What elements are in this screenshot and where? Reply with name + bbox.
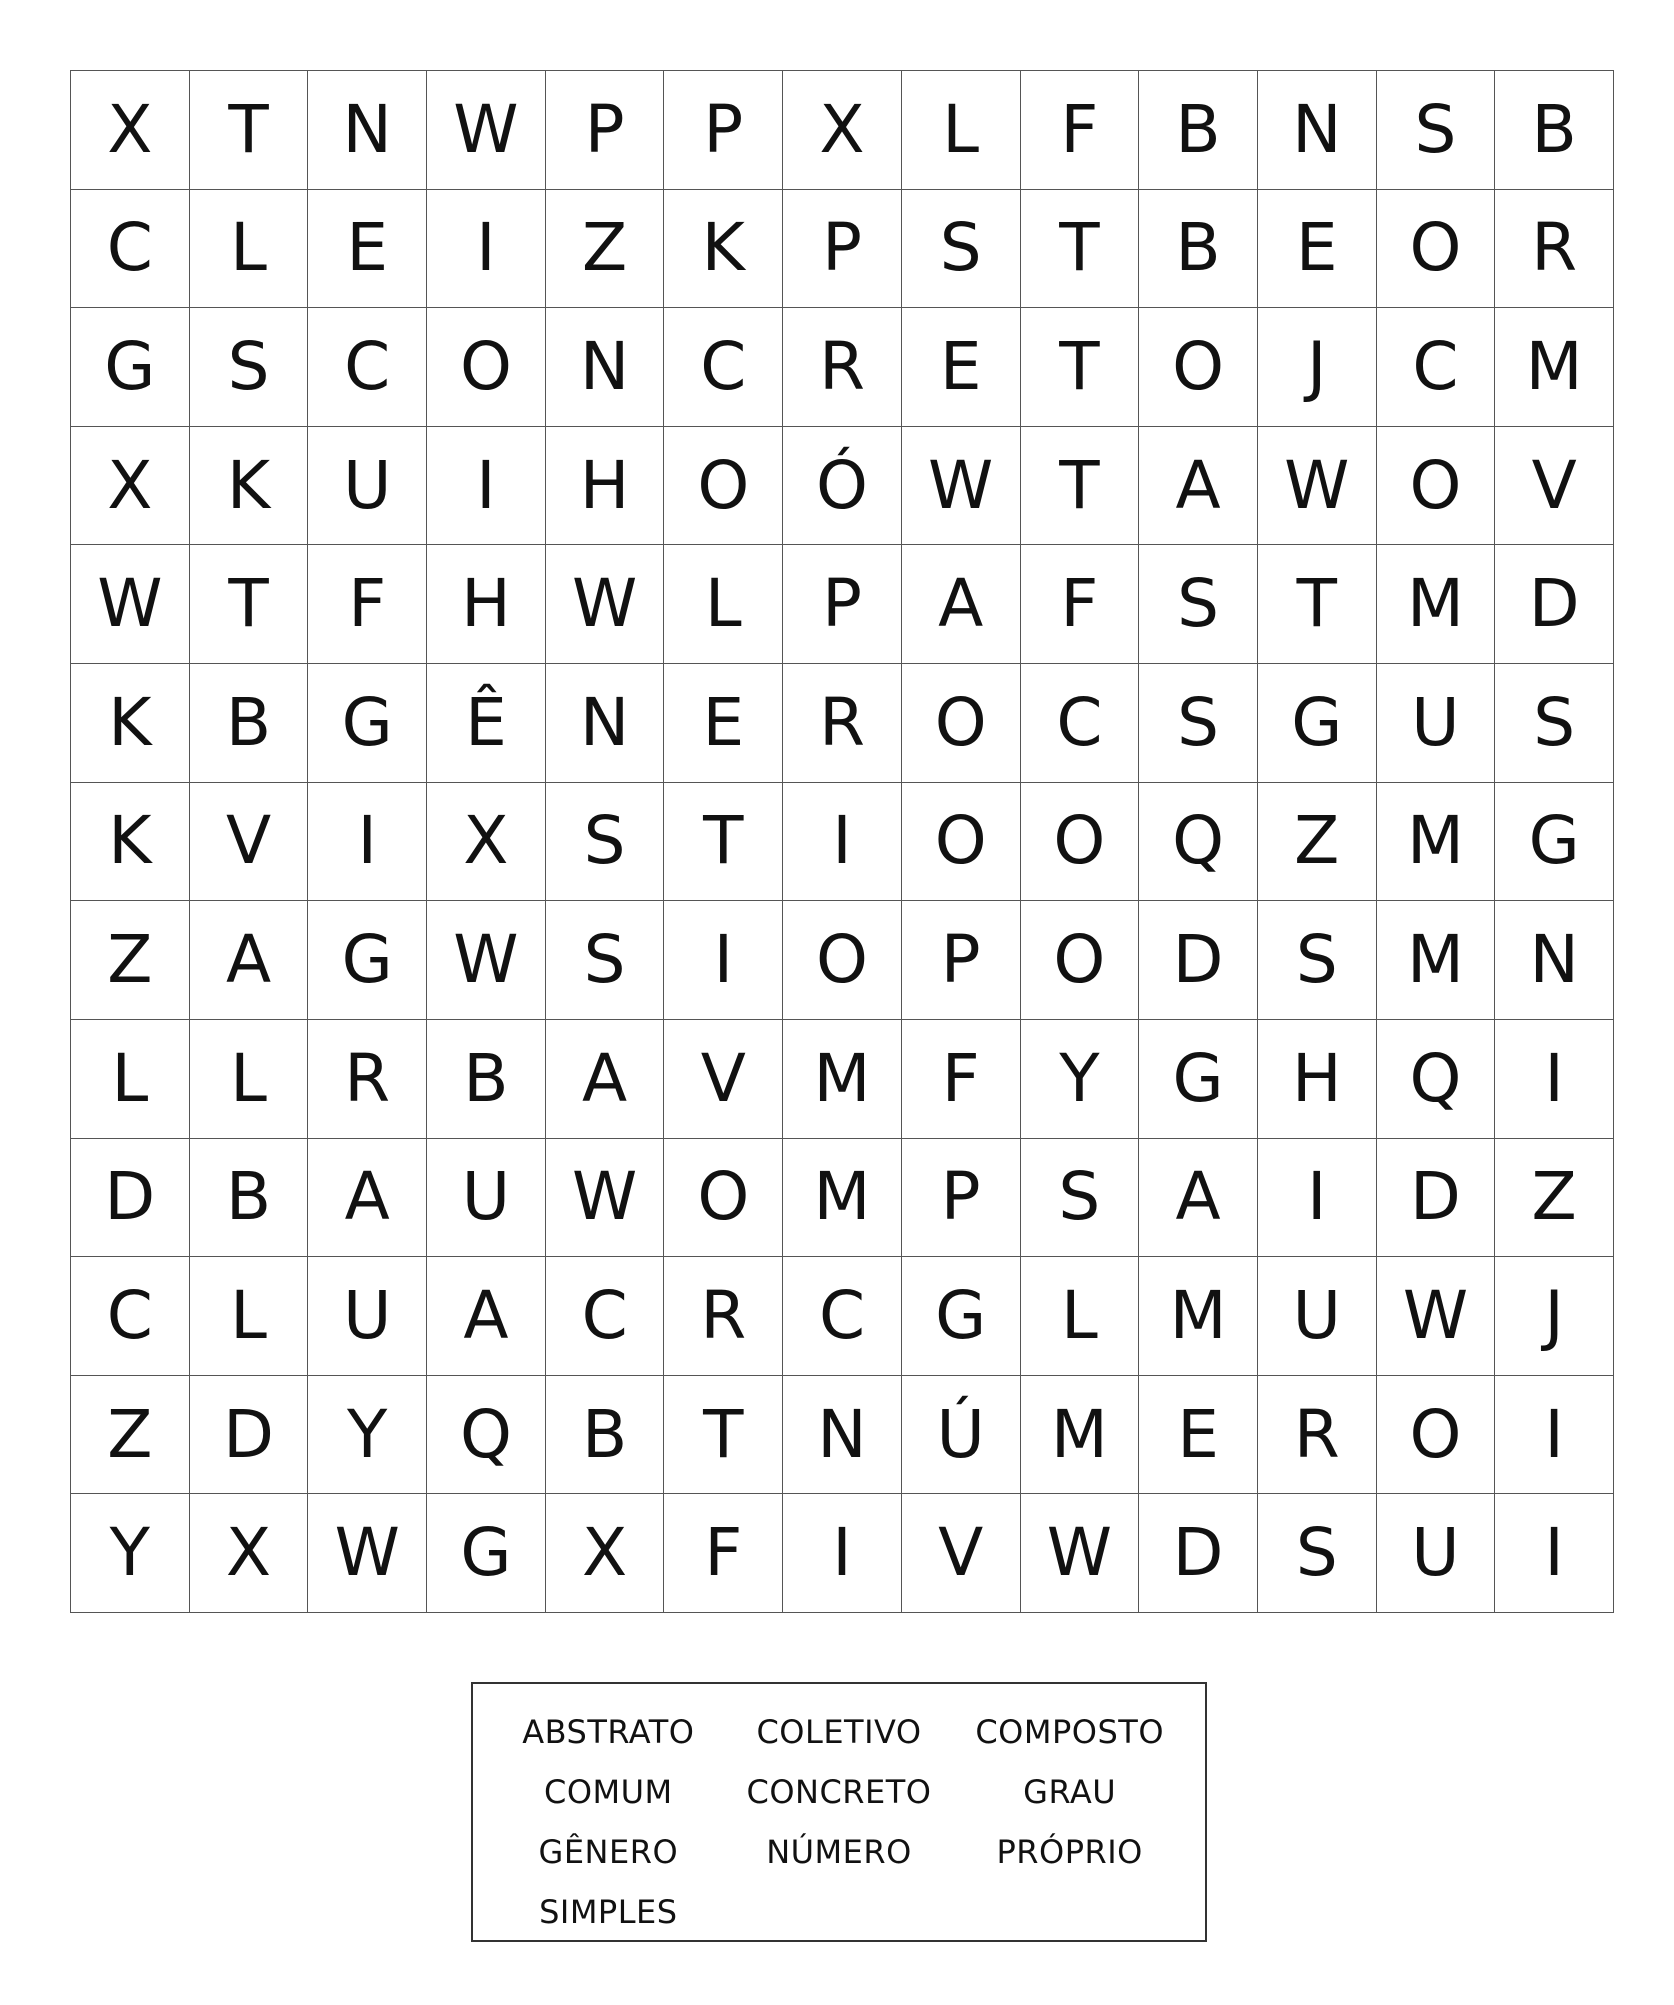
grid-cell[interactable]: L bbox=[190, 1257, 309, 1376]
grid-cell[interactable]: I bbox=[1495, 1376, 1614, 1495]
grid-cell[interactable]: R bbox=[783, 664, 902, 783]
grid-cell[interactable]: E bbox=[308, 190, 427, 309]
grid-cell[interactable]: N bbox=[308, 71, 427, 190]
grid-cell[interactable]: O bbox=[664, 427, 783, 546]
grid-cell[interactable]: B bbox=[427, 1020, 546, 1139]
grid-cell[interactable]: O bbox=[902, 664, 1021, 783]
grid-cell[interactable]: A bbox=[190, 901, 309, 1020]
grid-cell[interactable]: I bbox=[308, 783, 427, 902]
grid-cell[interactable]: I bbox=[427, 427, 546, 546]
grid-cell[interactable]: Z bbox=[1495, 1139, 1614, 1258]
grid-cell[interactable]: N bbox=[546, 308, 665, 427]
grid-cell[interactable]: W bbox=[1021, 1494, 1140, 1613]
grid-cell[interactable]: R bbox=[308, 1020, 427, 1139]
grid-cell[interactable]: J bbox=[1495, 1257, 1614, 1376]
grid-cell[interactable]: F bbox=[902, 1020, 1021, 1139]
word-bank-item: COLETIVO bbox=[756, 1713, 922, 1751]
word-bank-item: GRAU bbox=[1023, 1773, 1117, 1811]
grid-cell[interactable]: H bbox=[546, 427, 665, 546]
grid-cell[interactable]: E bbox=[902, 308, 1021, 427]
grid-cell[interactable]: H bbox=[427, 545, 546, 664]
grid-cell[interactable]: Y bbox=[1021, 1020, 1140, 1139]
grid-cell[interactable]: C bbox=[783, 1257, 902, 1376]
grid-cell[interactable]: K bbox=[664, 190, 783, 309]
grid-cell[interactable]: S bbox=[1258, 901, 1377, 1020]
grid-cell[interactable]: D bbox=[190, 1376, 309, 1495]
grid-cell[interactable]: Ê bbox=[427, 664, 546, 783]
grid-cell[interactable]: S bbox=[902, 190, 1021, 309]
grid-cell[interactable]: O bbox=[783, 901, 902, 1020]
grid-cell[interactable]: Q bbox=[427, 1376, 546, 1495]
grid-cell[interactable]: A bbox=[1139, 427, 1258, 546]
grid-cell[interactable]: W bbox=[71, 545, 190, 664]
grid-cell[interactable]: D bbox=[1377, 1139, 1496, 1258]
grid-cell[interactable]: C bbox=[71, 190, 190, 309]
grid-cell[interactable]: F bbox=[664, 1494, 783, 1613]
grid-cell[interactable]: C bbox=[664, 308, 783, 427]
grid-cell[interactable]: I bbox=[427, 190, 546, 309]
grid-cell[interactable]: L bbox=[1021, 1257, 1140, 1376]
grid-cell[interactable]: L bbox=[190, 190, 309, 309]
grid-cell[interactable]: W bbox=[902, 427, 1021, 546]
grid-cell[interactable]: T bbox=[1021, 308, 1140, 427]
word-search-grid bbox=[70, 70, 1614, 1613]
grid-cell[interactable]: D bbox=[1139, 1494, 1258, 1613]
grid-cell[interactable]: O bbox=[427, 308, 546, 427]
grid-cell[interactable]: S bbox=[190, 308, 309, 427]
grid-cell[interactable]: I bbox=[664, 901, 783, 1020]
grid-cell[interactable]: Q bbox=[1139, 783, 1258, 902]
grid-cell[interactable]: Y bbox=[308, 1376, 427, 1495]
grid-cell[interactable]: G bbox=[308, 664, 427, 783]
grid-cell[interactable]: J bbox=[1258, 308, 1377, 427]
word-bank-item: COMPOSTO bbox=[975, 1713, 1164, 1751]
grid-cell[interactable]: W bbox=[546, 1139, 665, 1258]
grid-cell[interactable]: C bbox=[71, 1257, 190, 1376]
grid-cell[interactable]: Ú bbox=[902, 1376, 1021, 1495]
grid-cell[interactable]: U bbox=[1377, 1494, 1496, 1613]
grid-cell[interactable]: T bbox=[664, 1376, 783, 1495]
grid-cell[interactable]: Y bbox=[71, 1494, 190, 1613]
grid-cell[interactable]: W bbox=[308, 1494, 427, 1613]
grid-cell[interactable]: C bbox=[1377, 308, 1496, 427]
grid-cell[interactable]: U bbox=[1377, 664, 1496, 783]
grid-cell[interactable]: R bbox=[1258, 1376, 1377, 1495]
grid-cell[interactable]: O bbox=[1139, 308, 1258, 427]
grid-cell[interactable]: S bbox=[546, 783, 665, 902]
grid-cell[interactable]: Z bbox=[1258, 783, 1377, 902]
grid-cell[interactable]: W bbox=[427, 71, 546, 190]
grid-cell[interactable]: P bbox=[783, 190, 902, 309]
grid-cell[interactable]: Z bbox=[71, 901, 190, 1020]
grid-cell[interactable]: V bbox=[902, 1494, 1021, 1613]
grid-cell[interactable]: B bbox=[546, 1376, 665, 1495]
grid-cell[interactable]: Z bbox=[71, 1376, 190, 1495]
grid-cell[interactable]: W bbox=[546, 545, 665, 664]
grid-cell[interactable]: H bbox=[1258, 1020, 1377, 1139]
grid-cell[interactable]: N bbox=[546, 664, 665, 783]
grid-cell[interactable]: R bbox=[1495, 190, 1614, 309]
grid-cell[interactable]: M bbox=[1139, 1257, 1258, 1376]
grid-cell[interactable]: N bbox=[1258, 71, 1377, 190]
grid-cell[interactable]: G bbox=[1495, 783, 1614, 902]
grid-cell[interactable]: P bbox=[546, 71, 665, 190]
grid-cell[interactable]: S bbox=[1021, 1139, 1140, 1258]
grid-cell[interactable]: M bbox=[1377, 783, 1496, 902]
grid-cell[interactable]: M bbox=[783, 1020, 902, 1139]
grid-cell[interactable]: S bbox=[1139, 545, 1258, 664]
grid-cell[interactable]: S bbox=[1139, 664, 1258, 783]
grid-cell[interactable]: K bbox=[190, 427, 309, 546]
grid-cell[interactable]: M bbox=[1021, 1376, 1140, 1495]
grid-cell[interactable]: W bbox=[1258, 427, 1377, 546]
grid-cell[interactable]: O bbox=[1021, 783, 1140, 902]
grid-cell[interactable]: L bbox=[902, 71, 1021, 190]
grid-cell[interactable]: O bbox=[1377, 1376, 1496, 1495]
grid-cell[interactable]: P bbox=[783, 545, 902, 664]
grid-cell[interactable]: M bbox=[783, 1139, 902, 1258]
grid-cell[interactable]: T bbox=[190, 71, 309, 190]
grid-cell[interactable]: P bbox=[902, 901, 1021, 1020]
grid-cell[interactable]: R bbox=[783, 308, 902, 427]
grid-cell[interactable]: U bbox=[308, 1257, 427, 1376]
word-bank-item: ABSTRATO bbox=[522, 1713, 695, 1751]
grid-cell[interactable]: E bbox=[1139, 1376, 1258, 1495]
grid-cell[interactable]: E bbox=[664, 664, 783, 783]
grid-cell[interactable]: V bbox=[190, 783, 309, 902]
grid-cell[interactable]: N bbox=[783, 1376, 902, 1495]
grid-cell[interactable]: N bbox=[1495, 901, 1614, 1020]
grid-cell[interactable]: B bbox=[190, 664, 309, 783]
grid-cell[interactable]: G bbox=[308, 901, 427, 1020]
grid-cell[interactable]: M bbox=[1377, 545, 1496, 664]
word-bank-item: PRÓPRIO bbox=[996, 1833, 1143, 1871]
grid-cell[interactable]: X bbox=[190, 1494, 309, 1613]
grid-cell[interactable]: I bbox=[1258, 1139, 1377, 1258]
grid-cell[interactable]: U bbox=[427, 1139, 546, 1258]
grid-cell[interactable]: M bbox=[1377, 901, 1496, 1020]
grid-cell[interactable]: U bbox=[1258, 1257, 1377, 1376]
grid-cell[interactable]: W bbox=[1377, 1257, 1496, 1376]
grid-cell[interactable]: P bbox=[902, 1139, 1021, 1258]
grid-cell[interactable]: W bbox=[427, 901, 546, 1020]
grid-cell[interactable]: P bbox=[664, 71, 783, 190]
grid-cell[interactable]: B bbox=[1139, 190, 1258, 309]
grid-cell[interactable]: T bbox=[1258, 545, 1377, 664]
grid-cell[interactable]: G bbox=[1139, 1020, 1258, 1139]
grid-cell[interactable]: S bbox=[546, 901, 665, 1020]
grid-cell[interactable]: I bbox=[783, 783, 902, 902]
grid-cell[interactable]: E bbox=[1258, 190, 1377, 309]
grid-cell[interactable]: D bbox=[1139, 901, 1258, 1020]
grid-cell[interactable]: O bbox=[1377, 190, 1496, 309]
grid-cell[interactable]: L bbox=[664, 545, 783, 664]
grid-cell[interactable]: L bbox=[190, 1020, 309, 1139]
grid-cell[interactable]: O bbox=[1377, 427, 1496, 546]
grid-cell[interactable]: A bbox=[546, 1020, 665, 1139]
grid-cell[interactable]: C bbox=[546, 1257, 665, 1376]
grid-cell[interactable]: F bbox=[1021, 71, 1140, 190]
grid-cell[interactable]: M bbox=[1495, 308, 1614, 427]
grid-cell[interactable]: K bbox=[71, 783, 190, 902]
grid-cell[interactable]: V bbox=[1495, 427, 1614, 546]
grid-cell[interactable]: G bbox=[902, 1257, 1021, 1376]
grid-cell[interactable]: F bbox=[308, 545, 427, 664]
grid-cell[interactable]: I bbox=[783, 1494, 902, 1613]
grid-cell[interactable]: T bbox=[664, 783, 783, 902]
word-bank-item: COMUM bbox=[543, 1773, 673, 1811]
grid-cell[interactable]: V bbox=[664, 1020, 783, 1139]
grid-cell[interactable]: B bbox=[190, 1139, 309, 1258]
word-bank-item: GÊNERO bbox=[538, 1833, 679, 1871]
grid-cell[interactable]: T bbox=[190, 545, 309, 664]
grid-cell[interactable]: C bbox=[308, 308, 427, 427]
grid-cell[interactable]: O bbox=[1021, 901, 1140, 1020]
grid-cell[interactable]: O bbox=[902, 783, 1021, 902]
grid-cell[interactable]: S bbox=[1258, 1494, 1377, 1613]
grid-cell[interactable]: D bbox=[71, 1139, 190, 1258]
grid-cell[interactable]: R bbox=[664, 1257, 783, 1376]
grid-cell[interactable]: D bbox=[1495, 545, 1614, 664]
grid-cell[interactable]: S bbox=[1495, 664, 1614, 783]
grid-cell[interactable]: I bbox=[1495, 1494, 1614, 1613]
grid-cell[interactable]: X bbox=[71, 71, 190, 190]
grid-cell[interactable]: X bbox=[783, 71, 902, 190]
grid-cell[interactable]: G bbox=[427, 1494, 546, 1613]
grid-cell[interactable]: X bbox=[546, 1494, 665, 1613]
grid-cell[interactable]: C bbox=[1021, 664, 1140, 783]
grid-cell[interactable]: O bbox=[664, 1139, 783, 1258]
word-bank-item: CONCRETO bbox=[746, 1773, 932, 1811]
grid-cell[interactable]: L bbox=[71, 1020, 190, 1139]
grid-cell[interactable]: B bbox=[1139, 71, 1258, 190]
grid-cell[interactable]: S bbox=[1377, 71, 1496, 190]
grid-cell[interactable]: K bbox=[71, 664, 190, 783]
grid-cell[interactable]: Ó bbox=[783, 427, 902, 546]
grid-cell[interactable]: A bbox=[427, 1257, 546, 1376]
grid-cell[interactable]: U bbox=[308, 427, 427, 546]
grid-cell[interactable]: Z bbox=[546, 190, 665, 309]
grid-cell[interactable]: A bbox=[308, 1139, 427, 1258]
grid-cell[interactable]: T bbox=[1021, 427, 1140, 546]
word-bank-item: SIMPLES bbox=[539, 1893, 678, 1931]
grid-cell[interactable]: Q bbox=[1377, 1020, 1496, 1139]
grid-cell[interactable]: T bbox=[1021, 190, 1140, 309]
word-bank-item: NÚMERO bbox=[766, 1833, 912, 1871]
word-bank bbox=[471, 1682, 1207, 1942]
grid-cell[interactable]: A bbox=[902, 545, 1021, 664]
grid-cell[interactable]: B bbox=[1495, 71, 1614, 190]
grid-cell[interactable]: X bbox=[71, 427, 190, 546]
grid-cell[interactable]: G bbox=[71, 308, 190, 427]
grid-cell[interactable]: A bbox=[1139, 1139, 1258, 1258]
grid-cell[interactable]: I bbox=[1495, 1020, 1614, 1139]
grid-cell[interactable]: G bbox=[1258, 664, 1377, 783]
grid-cell[interactable]: F bbox=[1021, 545, 1140, 664]
grid-cell[interactable]: X bbox=[427, 783, 546, 902]
